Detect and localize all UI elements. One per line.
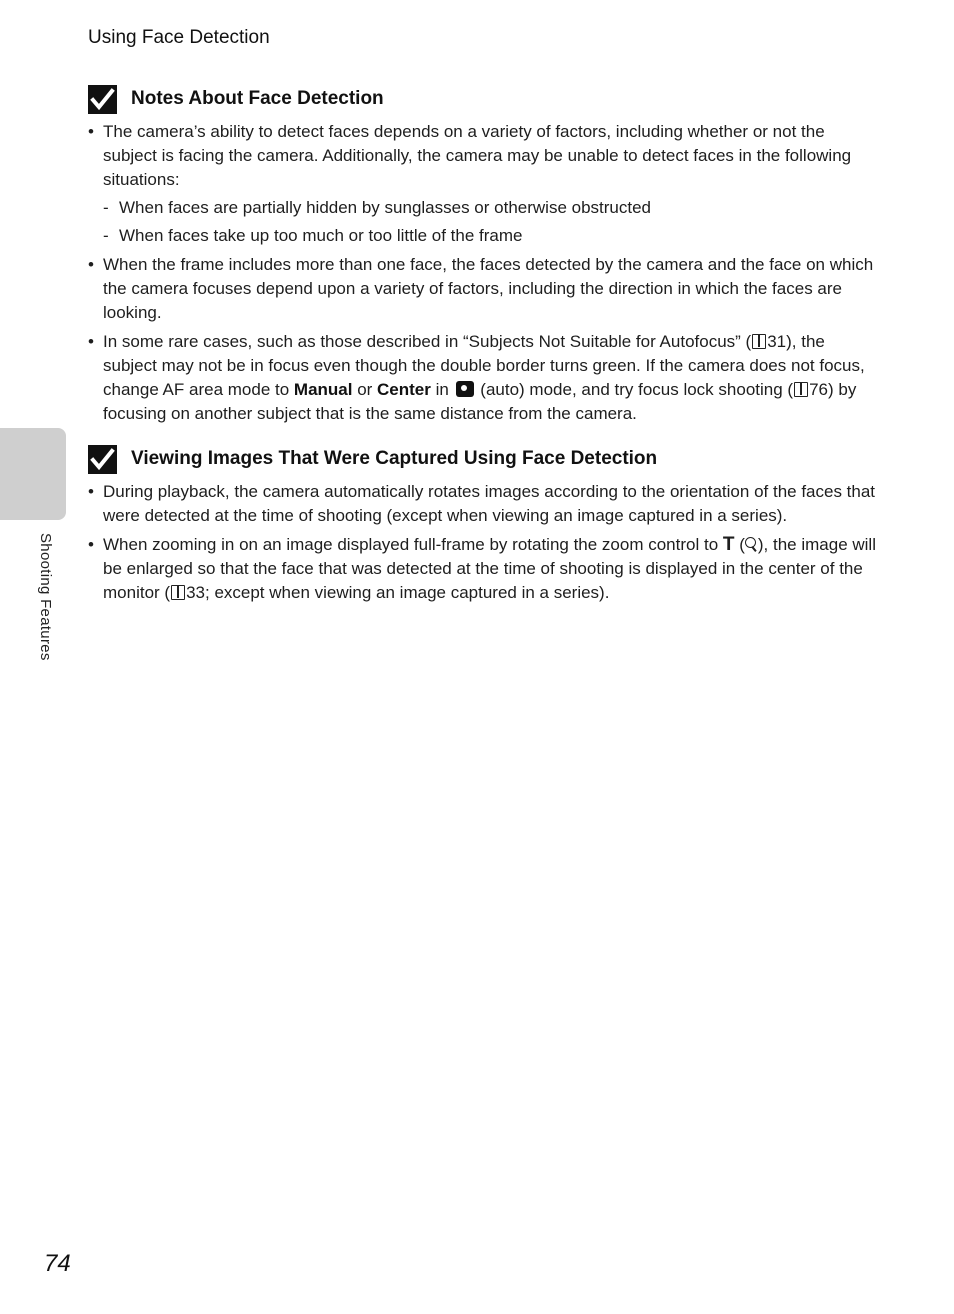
bold-term: Center [377, 380, 431, 399]
section-tab [0, 428, 66, 520]
page-reference: 31 [767, 332, 787, 351]
text-run: ), the image will be enlarged so that the face that was detected at the time of shooting is displayed in the center of the monitor ( [103, 535, 876, 602]
book-reference-icon [171, 585, 185, 600]
list-item-text: The camera’s ability to detect faces depends on a variety of factors, including whether or not the subject is facing the camera. Additionally, the camera may be unable to detect faces in the following situations: [103, 122, 852, 189]
camera-icon [456, 381, 474, 397]
book-reference-icon [752, 334, 766, 349]
notes-heading [88, 84, 878, 114]
page-number: 74 [44, 1250, 71, 1277]
page-reference: 33 [186, 583, 205, 602]
text-run: in [430, 380, 454, 399]
check-mark-icon [88, 85, 117, 114]
viewing-heading [88, 444, 878, 474]
viewing-heading-text: Viewing Images That Were Captured Using Face Detection [131, 448, 658, 469]
viewing-section [88, 444, 878, 605]
text-run: ; except when viewing an image captured in a series). [205, 583, 610, 602]
running-head: Using Face Detection [88, 27, 270, 48]
page-reference: 76 [809, 380, 828, 399]
text-run: ), the subject may not be in focus even though the double border turns green. If the camera does not focus, change AF area mode to [103, 332, 865, 399]
text-run: (auto) mode, and try focus lock shooting ( [475, 380, 794, 399]
check-mark-icon [88, 445, 117, 474]
text-run: or [352, 380, 378, 399]
text-run: ) by focusing on another subject that is the same distance from the camera. [103, 380, 857, 423]
sub-list-item: - When faces take up too much or too little of the frame [103, 224, 878, 248]
bold-term: Manual [293, 380, 353, 399]
notes-list [88, 120, 878, 426]
list-item: • When the frame includes more than one face, the faces detected by the camera and the face on which the camera focuses depend upon a variety of factors, including the direction in which the faces are looking. [88, 253, 878, 325]
list-item [88, 120, 878, 248]
text-run: ( [734, 535, 745, 554]
sub-list [103, 196, 878, 248]
viewing-list [88, 480, 878, 605]
section-tab-label: Shooting Features [37, 533, 54, 661]
notes-heading-text: Notes About Face Detection [131, 88, 384, 109]
sub-list-item: - When faces are partially hidden by sunglasses or otherwise obstructed [103, 196, 878, 220]
notes-section [88, 84, 878, 426]
text-run: In some rare cases, such as those described in “Subjects Not Suitable for Autofocus” ( [103, 332, 752, 351]
magnifier-icon [745, 537, 758, 552]
list-item [88, 330, 878, 426]
book-reference-icon [794, 382, 808, 397]
tele-symbol: T [722, 534, 735, 555]
list-item [88, 533, 878, 605]
list-item: • During playback, the camera automatically rotates images according to the orientation of the faces that were detected at the time of shooting (except when viewing an image captured in a series). [88, 480, 878, 528]
text-run: When zooming in on an image displayed full-frame by rotating the zoom control to [103, 535, 723, 554]
